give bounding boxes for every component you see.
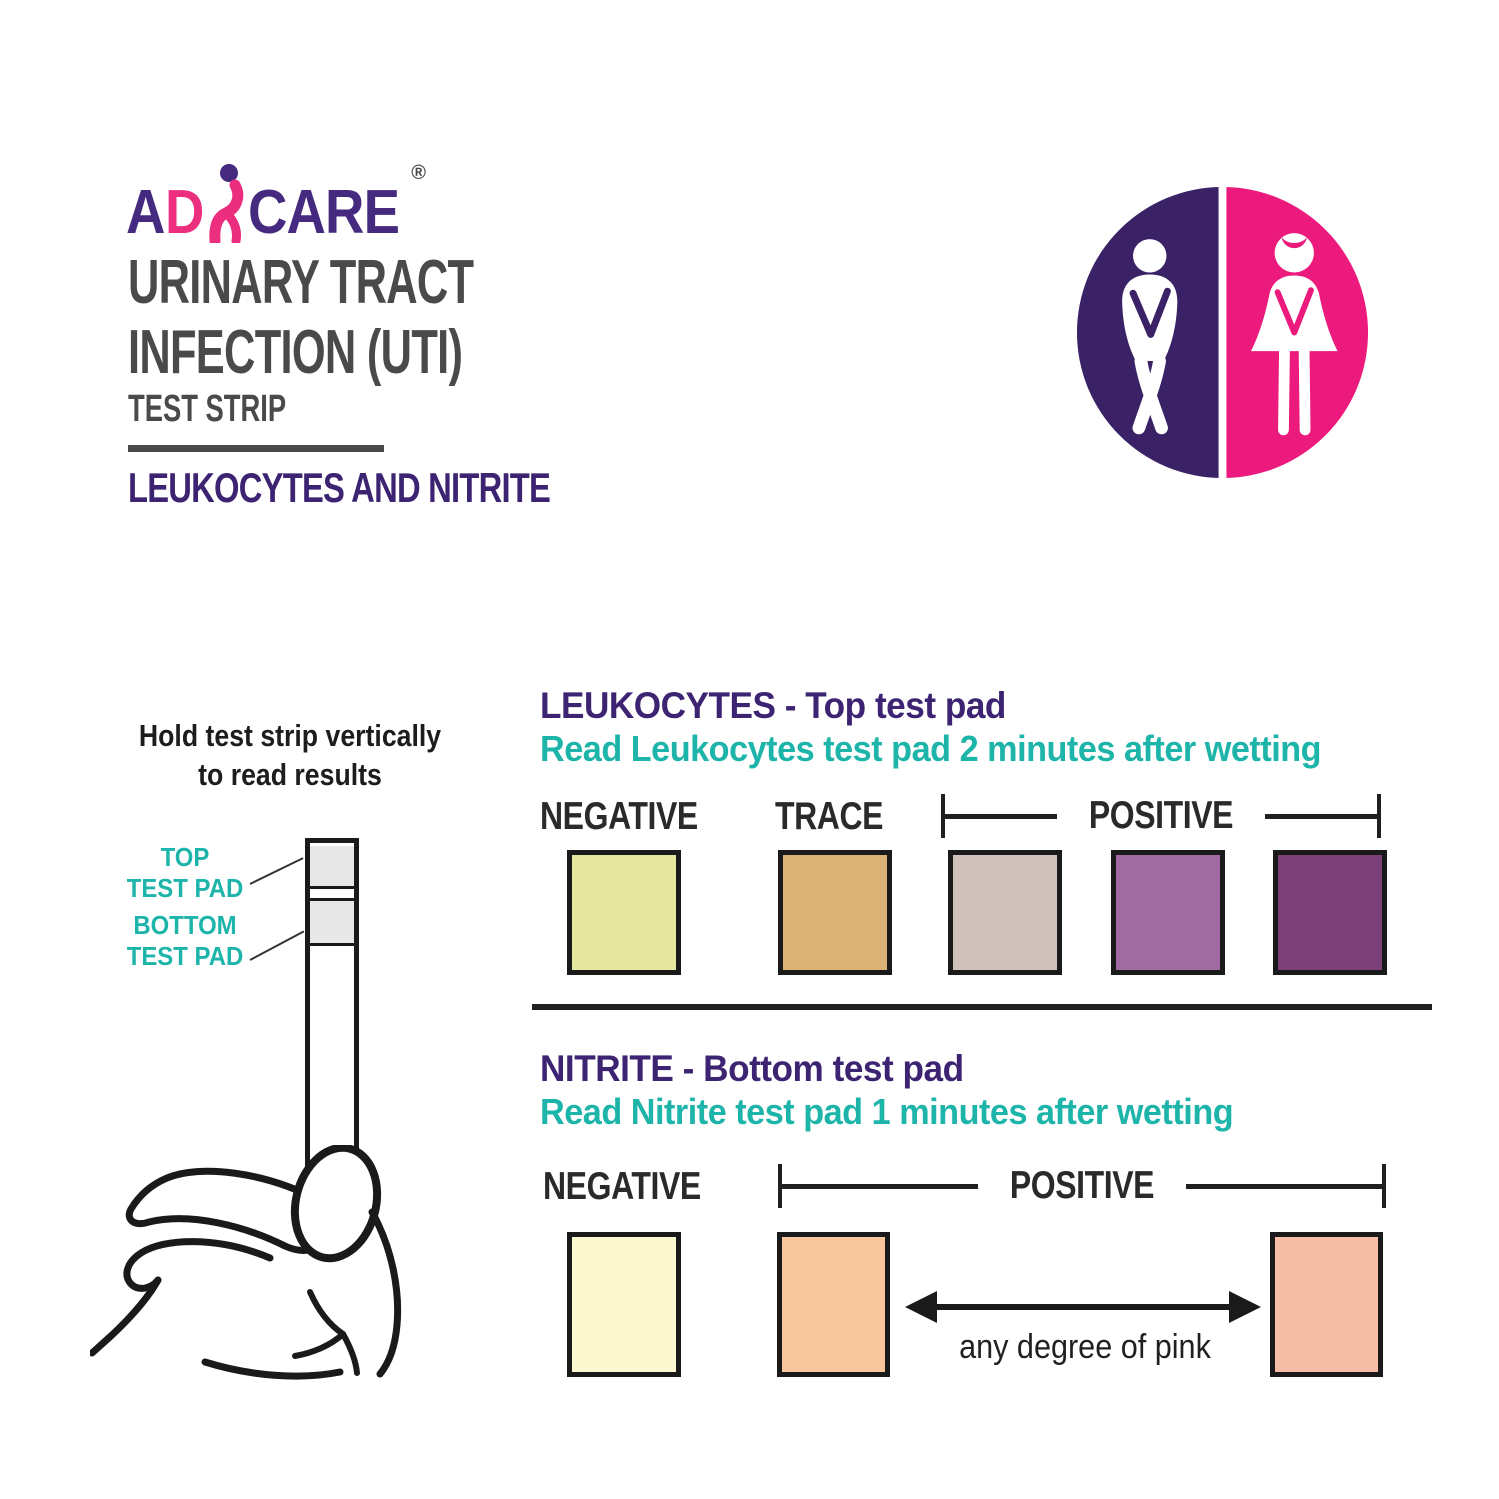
nitrite-negative-label: NEGATIVE <box>543 1165 701 1208</box>
logo-care-text: CARE <box>247 178 399 247</box>
nitrite-swatch-negative <box>567 1232 681 1377</box>
leukocytes-positive-bracket <box>941 794 1381 838</box>
nitrite-swatch-positive-pink <box>1270 1232 1383 1377</box>
hand-illustration <box>90 1145 550 1405</box>
leukocytes-swatch-positive-1 <box>948 850 1062 975</box>
leukocytes-heading: LEUKOCYTES - Top test pad <box>540 685 1006 726</box>
pink-range-arrow-icon <box>903 1285 1263 1334</box>
page-title-line1: URINARY TRACT <box>128 248 474 317</box>
leukocytes-positive-label: POSITIVE <box>1088 794 1234 837</box>
strip-bottom-pad <box>310 901 354 943</box>
leukocytes-swatch-positive-3 <box>1273 850 1387 975</box>
restroom-icon <box>1075 185 1370 485</box>
logo-person-icon <box>206 163 246 248</box>
header-divider <box>128 445 384 452</box>
top-test-pad-label: TOP TEST PAD <box>126 842 244 903</box>
nitrite-positive-label: POSITIVE <box>1009 1164 1155 1207</box>
section-divider <box>532 1004 1432 1010</box>
nitrite-instruction: Read Nitrite test pad 1 minutes after wetting <box>540 1091 1234 1132</box>
bracket-tick-right <box>1382 1164 1386 1208</box>
any-degree-of-pink-note: any degree of pink <box>959 1328 1211 1366</box>
nitrite-positive-bracket <box>778 1164 1386 1208</box>
leukocytes-negative-label: NEGATIVE <box>540 795 698 838</box>
registered-mark: ® <box>411 162 426 184</box>
strip-top-pad <box>310 846 354 886</box>
leukocytes-instruction: Read Leukocytes test pad 2 minutes after wetting <box>540 728 1322 769</box>
brand-logo <box>126 162 426 248</box>
test-strip-illustration <box>305 838 359 1183</box>
leukocytes-swatch-positive-2 <box>1111 850 1225 975</box>
hold-instruction: Hold test strip vertically to read results <box>138 718 442 792</box>
logo-letter-d: D <box>164 178 203 247</box>
page-subtitle: TEST STRIP <box>128 388 287 430</box>
leukocytes-swatch-trace <box>778 850 892 975</box>
page-title-line2: INFECTION (UTI) <box>128 318 463 387</box>
bracket-tick-right <box>1377 794 1381 838</box>
leukocytes-trace-label: TRACE <box>775 795 884 838</box>
product-line: LEUKOCYTES AND NITRITE <box>128 464 551 511</box>
bottom-test-pad-label: BOTTOM TEST PAD <box>126 910 244 971</box>
nitrite-heading: NITRITE - Bottom test pad <box>540 1048 964 1089</box>
nitrite-swatch-positive-light <box>777 1232 890 1377</box>
logo-letter-a: A <box>126 178 164 247</box>
leukocytes-swatch-negative <box>567 850 681 975</box>
